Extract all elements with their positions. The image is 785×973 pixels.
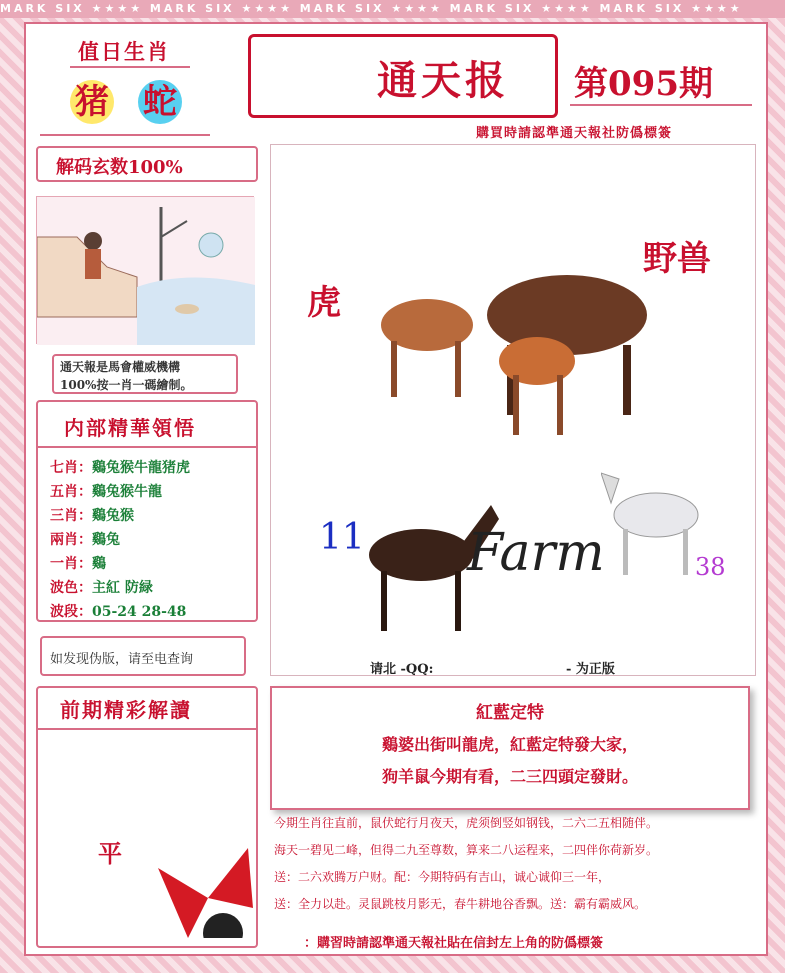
pig-badge: 猪 [70, 80, 114, 124]
riddle-line-2: 狗羊鼠今期有看，二三四頭定發財。 [381, 767, 638, 786]
insider-panel [36, 400, 258, 622]
number-right: 38 [695, 553, 726, 581]
farm-lettering: Farm [467, 523, 605, 583]
newspaper-page [24, 22, 768, 956]
decode-illustration [36, 196, 254, 344]
verse-line: 送：全力以赴。灵鼠跳枝月影无，春牛耕地谷香飘。送：霸有霸威风。 [274, 897, 647, 911]
verse-line: 海天一碧见二峰，但得二九至尊数，算来二八运程来，二四伴你荷新岁。 [274, 843, 659, 857]
insider-title: 内部精華領悟 [64, 416, 196, 440]
snake-badge: 蛇 [138, 80, 182, 124]
fake-notice-text: 如发现伪版，请至电查询 [50, 652, 194, 667]
picture-panel [270, 144, 756, 676]
authority-note-box [52, 354, 238, 394]
fisher-scene-illustration [37, 197, 255, 345]
previous-title: 前期精彩解讀 [60, 698, 192, 722]
riddle-title: 紅藍定特 [476, 703, 544, 723]
top-band: MARK SIX ★★★★ MARK SIX ★★★★ MARK SIX ★★★★ MARK SIX ★★★★ MARK SIX ★★★★ [0, 0, 785, 18]
list-item: 一肖：鷄 [50, 556, 106, 572]
previous-panel [36, 686, 258, 948]
riddle-box [270, 686, 750, 810]
list-item: 波段：05-24 28-48 [50, 604, 187, 620]
cattle-illustration [367, 255, 667, 455]
riddle-line-1: 鷄婆出街叫龍虎，紅藍定特發大家， [381, 735, 638, 754]
issue-number: 第095期 [574, 64, 713, 104]
tiger-label: 虎 [307, 283, 341, 323]
qq-line-right: - 为正版 [566, 662, 615, 677]
list-item: 兩肖：鷄兔 [50, 532, 120, 548]
wild-beast-label: 野兽 [643, 239, 711, 279]
list-item: 三肖：鷄兔猴 [50, 508, 134, 524]
verse-line: 送：二六欢腾万户财。配：今期特码有吉山，诚心诚仰三一年， [274, 870, 611, 884]
authority-line-1: 通天報是馬會權威機構 [60, 360, 181, 374]
brand-title: 通天报 [377, 57, 509, 104]
anti-fake-notice: 購買時請認準通天報社防僞標簽 [476, 126, 673, 141]
list-item: 五肖：鷄兔猴牛龍 [50, 484, 162, 500]
previous-mark: 平 [98, 839, 122, 868]
masthead-box [248, 34, 558, 118]
qq-line-left: 请北 -QQ: [370, 662, 434, 677]
list-item: 七肖：鷄兔猴牛龍猪虎 [50, 460, 190, 476]
verse-line: 今期生肖往直前，鼠伏蛇行月夜天，虎须倒竖如钢钱，二六二五相随伴。 [274, 816, 659, 830]
authority-line-2: 100%按一肖一碼繪制。 [60, 378, 193, 392]
duty-zodiac-title: 值日生肖 [78, 39, 170, 64]
number-left: 11 [319, 517, 365, 558]
fake-notice-box [40, 636, 246, 676]
duty-zodiac-panel [46, 30, 216, 136]
list-item: 波色：主紅 防緑 [50, 580, 153, 596]
decode-title-box [36, 146, 258, 182]
red-fan-decoration [148, 838, 258, 938]
footer-notice: ：購習時請認準通天報社貼在信封左上角的防僞標簽 [304, 936, 604, 951]
goat-illustration [601, 463, 711, 583]
decode-title: 解码玄数100% [56, 157, 183, 178]
verse-list [274, 810, 754, 918]
